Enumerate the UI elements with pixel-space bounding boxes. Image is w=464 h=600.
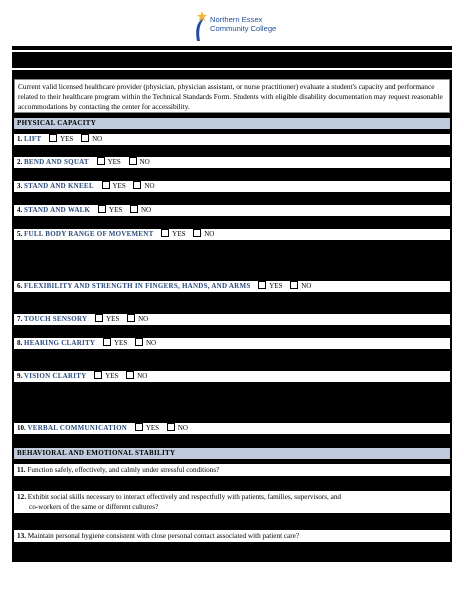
item-number: 6. [17,282,23,290]
item-label: FLEXIBILITY AND STRENGTH IN FINGERS, HANDS, AND ARMS [24,282,251,290]
no-checkbox[interactable] [167,423,175,431]
logo-line1: Northern Essex [210,15,263,24]
no-label: NO [177,424,188,432]
item-label: VISION CLARITY [24,372,87,380]
question-11 [14,464,450,476]
yes-label: YES [172,230,186,238]
no-label: NO [301,282,312,290]
no-checkbox[interactable] [133,181,141,189]
item-full-body-range-of-movement [14,229,450,240]
yes-label: YES [60,135,74,143]
item-number: 9. [17,372,23,380]
question-13 [14,530,450,542]
item-number: 8. [17,339,23,347]
yes-checkbox[interactable] [94,371,102,379]
no-checkbox[interactable] [130,205,138,213]
no-label: NO [139,158,150,166]
question-12 [14,491,450,513]
yes-checkbox[interactable] [258,281,266,289]
item-number: 5. [17,230,23,238]
question-number: 13. [17,532,26,540]
item-label: STAND AND KNEEL [24,182,94,190]
yes-label: YES [109,206,123,214]
item-label: STAND AND WALK [24,206,91,214]
yes-checkbox[interactable] [95,314,103,322]
intro-paragraph: Current valid licensed healthcare provider (physician, physician assistant, or nurse practitioner) evaluate a student's capacity and performance related to their healthcare program within the Technical Standards Form. Students with eligible disability documentation may request reasonable accommodations by contacting the center for accessibility. [14,79,450,113]
item-touch-sensory [14,314,450,325]
no-label: NO [204,230,215,238]
yes-checkbox[interactable] [102,181,110,189]
item-verbal-communication [14,423,450,434]
no-label: NO [144,182,155,190]
logo-line2: Community College [210,24,277,33]
question-number: 12. [17,493,26,501]
item-number: 1. [17,135,23,143]
yes-label: YES [106,315,120,323]
item-label: TOUCH SENSORY [24,315,88,323]
yes-checkbox[interactable] [135,423,143,431]
item-bend-and-squat [14,157,450,168]
no-checkbox[interactable] [127,314,135,322]
item-number: 2. [17,158,23,166]
no-label: NO [137,372,148,380]
item-label: BEND AND SQUAT [24,158,89,166]
logo-mark-icon [193,11,207,41]
yes-label: YES [145,424,160,432]
no-checkbox[interactable] [126,371,134,379]
yes-checkbox[interactable] [49,134,57,142]
no-checkbox[interactable] [81,134,89,142]
no-label: NO [145,339,157,347]
no-checkbox[interactable] [135,338,143,346]
item-stand-and-walk [14,205,450,216]
yes-checkbox[interactable] [98,205,106,213]
section-behavioral-emotional-stability: BEHAVIORAL AND EMOTIONAL STABILITY [14,448,450,459]
question-number: 11. [17,466,26,474]
item-lift [14,134,450,145]
no-label: NO [138,315,149,323]
question-text: Maintain personal hygiene consistent with close personal contact associated with patient care? [27,532,300,540]
question-text: Function safely, effectively, and calmly under stressful conditions? [27,466,220,474]
yes-label: YES [113,339,128,347]
item-number: 3. [17,182,23,190]
item-number: 10. [17,424,26,432]
item-number: 7. [17,315,23,323]
no-checkbox[interactable] [290,281,298,289]
no-checkbox[interactable] [129,157,137,165]
yes-label: YES [107,158,121,166]
section-physical-capacity: PHYSICAL CAPACITY [14,118,450,129]
item-vision-clarity [14,371,450,382]
no-checkbox[interactable] [193,229,201,237]
item-number: 4. [17,206,23,214]
yes-checkbox[interactable] [103,338,111,346]
item-flexibility-and-strength [14,281,450,292]
yes-label: YES [269,282,283,290]
logo-text [210,15,276,33]
item-stand-and-kneel [14,181,450,192]
item-hearing-clarity [14,338,450,349]
item-label: FULL BODY RANGE OF MOVEMENT [24,230,154,238]
item-label: VERBAL COMMUNICATION [27,424,128,432]
yes-label: YES [112,182,126,190]
college-logo [193,11,276,43]
yes-checkbox[interactable] [97,157,105,165]
header-rule-1 [12,50,452,52]
yes-label: YES [105,372,119,380]
item-label: LIFT [24,135,42,143]
question-text: Exhibit social skills necessary to interact effectively and respectfully with patients, families, supervisors, and [27,493,342,501]
no-label: NO [141,206,152,214]
item-label: HEARING CLARITY [24,339,96,347]
yes-checkbox[interactable] [161,229,169,237]
question-text-continued: co-workers of the same or different cultures? [29,503,159,511]
header-rule-2 [12,68,452,70]
no-label: NO [92,135,103,143]
